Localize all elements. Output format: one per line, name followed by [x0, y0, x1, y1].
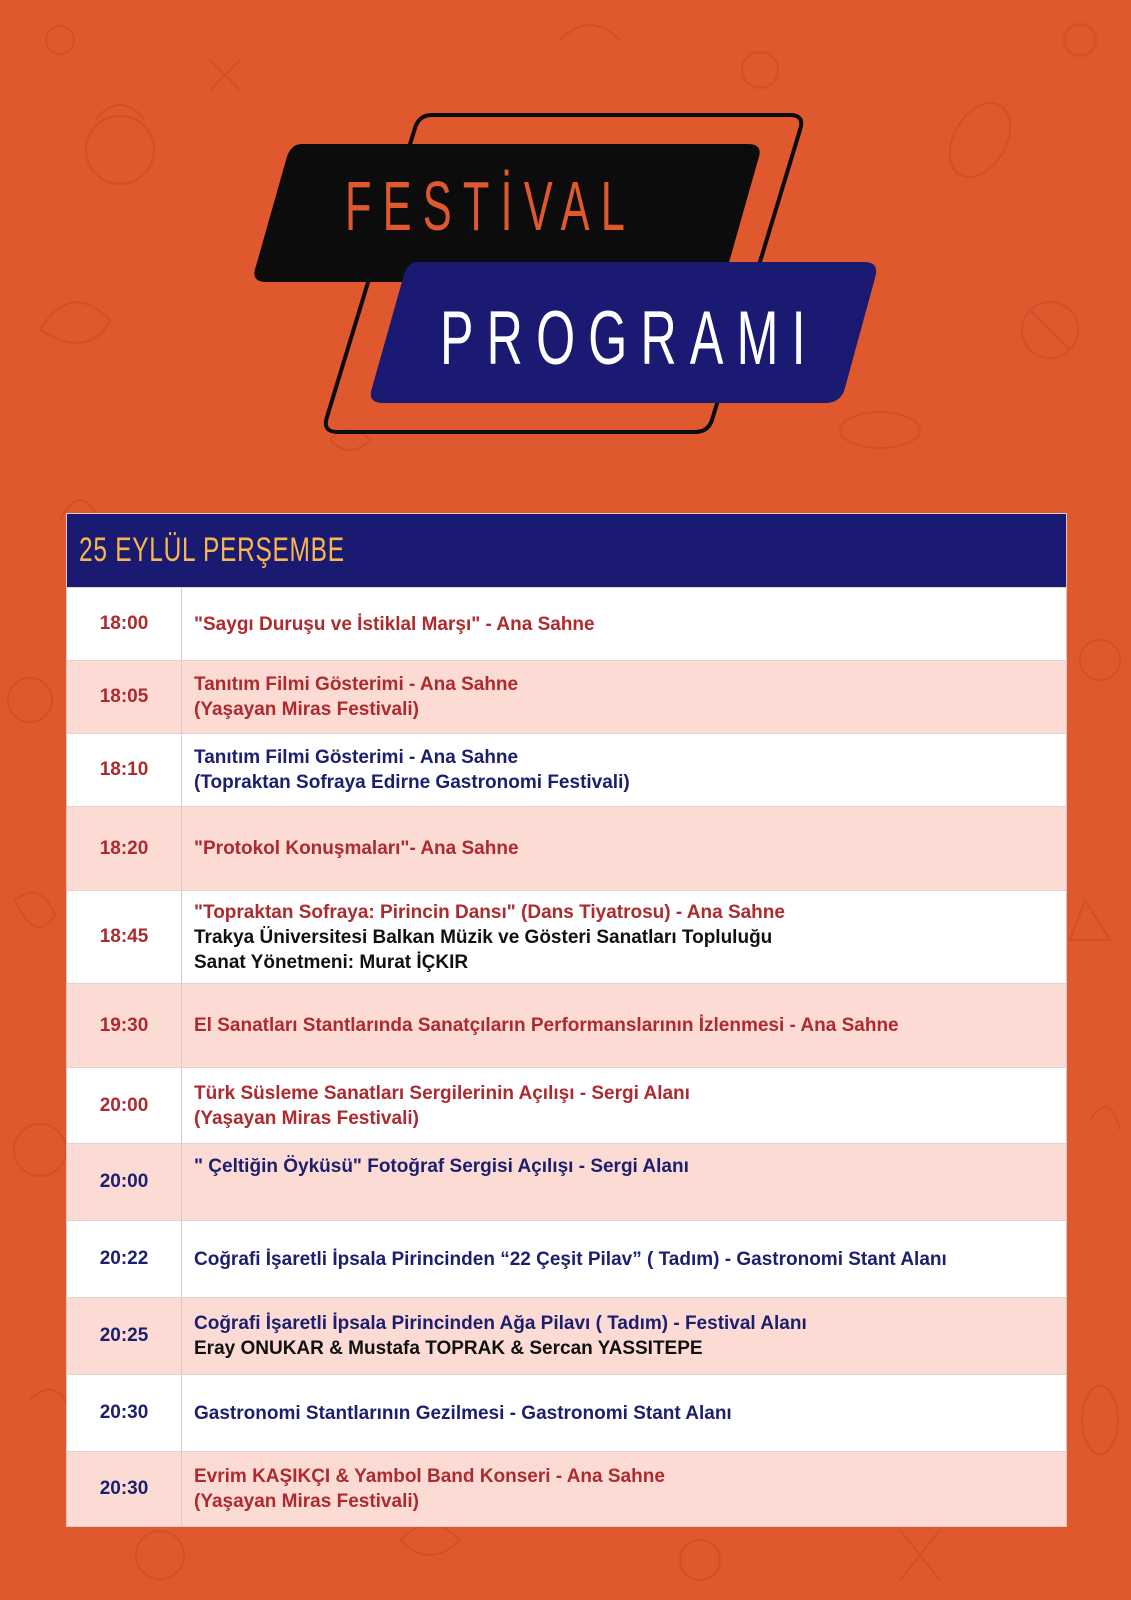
row-description: [182, 1221, 1066, 1297]
table-row: [67, 890, 1066, 983]
row-line: "Saygı Duruşu ve İstiklal Marşı" - Ana Sahne: [194, 613, 595, 635]
row-time: 20:00: [67, 1068, 182, 1143]
row-description: [182, 588, 1066, 660]
row-line: Coğrafi İşaretli İpsala Pirincinden Ağa Pilavı ( Tadım) - Festival Alanı: [194, 1313, 807, 1334]
row-time: 18:00: [67, 588, 182, 660]
row-description: [182, 807, 1066, 890]
table-row: [67, 1143, 1066, 1220]
row-time: 18:10: [67, 734, 182, 806]
row-description: [182, 1452, 1066, 1526]
table-row: [67, 1067, 1066, 1143]
table-row: [67, 660, 1066, 733]
row-description: [182, 734, 1066, 806]
row-line: " Çeltiğin Öyküsü" Fotoğraf Sergisi Açılışı - Sergi Alanı: [194, 1156, 689, 1177]
row-line: (Topraktan Sofraya Edirne Gastronomi Festivali): [194, 772, 630, 793]
row-time: 19:30: [67, 984, 182, 1067]
row-line: Evrim KAŞIKÇI & Yambol Band Konseri - Ana Sahne: [194, 1466, 665, 1487]
day-header: [67, 514, 1066, 587]
table-row: [67, 806, 1066, 890]
row-line: Türk Süsleme Sanatları Sergilerinin Açılışı - Sergi Alanı: [194, 1082, 690, 1104]
title-festival: FESTİVAL: [345, 167, 637, 245]
row-line: Tanıtım Filmi Gösterimi - Ana Sahne: [194, 747, 519, 768]
row-time: 20:30: [67, 1452, 182, 1526]
row-line: Trakya Üniversitesi Balkan Müzik ve Gösteri Sanatları Topluluğu: [194, 926, 773, 948]
row-line: (Yaşayan Miras Festivali): [194, 1107, 419, 1129]
row-line: (Yaşayan Miras Festivali): [194, 1491, 419, 1512]
table-row: [67, 1451, 1066, 1526]
row-line: Eray ONUKAR & Mustafa TOPRAK & Sercan YASSITEPE: [194, 1338, 703, 1359]
row-line: (Yaşayan Miras Festivali): [194, 699, 419, 720]
row-time: 18:05: [67, 661, 182, 733]
row-time: 20:00: [67, 1144, 182, 1220]
day-title: 25 EYLÜL PERŞEMBE: [79, 531, 345, 569]
row-time: 20:22: [67, 1221, 182, 1297]
row-description: [182, 1375, 1066, 1451]
row-description: [182, 1068, 1066, 1143]
table-row: [67, 1297, 1066, 1374]
row-description: [182, 1298, 1066, 1374]
row-line: Gastronomi Stantlarının Gezilmesi - Gastronomi Stant Alanı: [194, 1402, 732, 1424]
row-description: [182, 891, 1066, 983]
row-description: [182, 984, 1066, 1067]
row-line: Tanıtım Filmi Gösterimi - Ana Sahne: [194, 674, 519, 695]
table-row: [67, 1220, 1066, 1297]
table-row: [67, 733, 1066, 806]
row-line: Coğrafi İşaretli İpsala Pirincinden “22 Çeşit Pilav” ( Tadım) - Gastronomi Stant Alanı: [194, 1248, 947, 1270]
table-row: [67, 1374, 1066, 1451]
table-row: [67, 587, 1066, 660]
row-description: [182, 661, 1066, 733]
schedule-table: [66, 513, 1067, 1527]
row-time: 20:25: [67, 1298, 182, 1374]
table-row: [67, 983, 1066, 1067]
row-line: Sanat Yönetmeni: Murat İÇKIR: [194, 951, 469, 973]
row-description: [182, 1144, 1066, 1220]
row-line: El Sanatları Stantlarında Sanatçıların Performanslarının İzlenmesi - Ana Sahne: [194, 1015, 899, 1036]
row-line: "Topraktan Sofraya: Pirincin Dansı" (Dans Tiyatrosu) - Ana Sahne: [194, 901, 785, 923]
row-time: 18:20: [67, 807, 182, 890]
row-time: 18:45: [67, 891, 182, 983]
row-line: "Protokol Konuşmaları"- Ana Sahne: [194, 838, 519, 859]
row-time: 20:30: [67, 1375, 182, 1451]
title-programi: PROGRAMI: [440, 296, 819, 381]
